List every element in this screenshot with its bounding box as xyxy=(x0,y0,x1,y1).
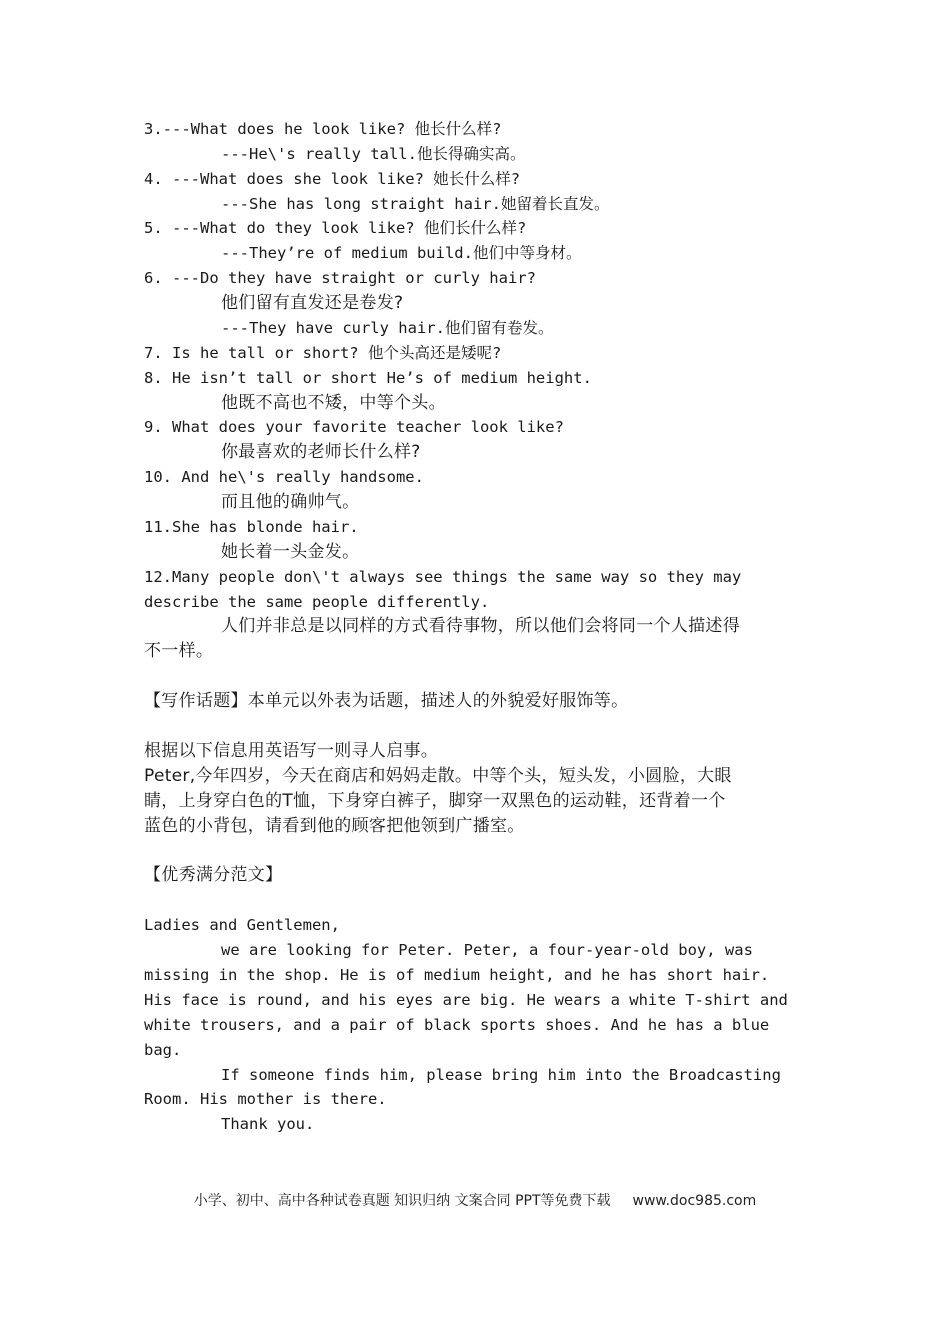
text-line: 12.Many people don\'t always see things the same way so they may xyxy=(144,568,742,586)
text-line: 7. Is he tall or short? 他个头高还是矮呢? xyxy=(144,344,502,362)
text-line: 11.She has blonde hair. xyxy=(144,518,359,536)
text-line: 10. And he\'s really handsome. xyxy=(144,468,424,486)
text-line: His face is round, and his eyes are big. He wears a white T-shirt and xyxy=(144,991,788,1009)
text-line: 而且他的确帅气。 xyxy=(221,492,360,512)
text-line: 6. ---Do they have straight or curly hair? xyxy=(144,269,536,287)
text-line: 睛，上身穿白色的T恤，下身穿白裤子，脚穿一双黑色的运动鞋，还背着一个 xyxy=(144,791,726,811)
footer-site-link[interactable]: www.doc985.com xyxy=(632,1193,757,1209)
writing-topic-heading: 【写作话题】本单元以外表为话题，描述人的外貌爱好服饰等。 xyxy=(144,691,629,711)
text-line: If someone finds him, please bring him into the Broadcasting xyxy=(221,1066,781,1084)
text-line: ---He\'s really tall.他长得确实高。 xyxy=(221,145,526,163)
footer-text: 小学、初中、高中各种试卷真题 知识归纳 文案合同 PPT等免费下载 xyxy=(193,1193,611,1209)
text-line: Thank you. xyxy=(221,1115,315,1133)
text-line: 9. What does your favorite teacher look like? xyxy=(144,418,564,436)
text-line: Peter,今年四岁，今天在商店和妈妈走散。中等个头，短头发，小圆脸，大眼 xyxy=(144,766,732,786)
text-line: 4. ---What does she look like? 她长什么样? xyxy=(144,170,521,188)
text-line: ---She has long straight hair.她留着长直发。 xyxy=(221,195,610,213)
text-line: 人们并非总是以同样的方式看待事物，所以他们会将同一个人描述得 xyxy=(221,616,740,636)
text-line: 她长着一头金发。 xyxy=(221,542,360,562)
text-line: bag. xyxy=(144,1041,182,1059)
text-line: Room. His mother is there. xyxy=(144,1090,387,1108)
page-footer xyxy=(0,1190,950,1210)
text-line: describe the same people differently. xyxy=(144,593,490,611)
text-line: ---They’re of medium build.他们中等身材。 xyxy=(221,244,582,262)
text-line: white trousers, and a pair of black sports shoes. And he has a blue xyxy=(144,1016,770,1034)
text-line: we are looking for Peter. Peter, a four-year-old boy, was xyxy=(221,941,753,959)
text-line: 8. He isn’t tall or short He’s of medium height. xyxy=(144,369,592,387)
text-line: 3.---What does he look like? 他长什么样? xyxy=(144,120,502,138)
text-line: 蓝色的小背包，请看到他的顾客把他领到广播室。 xyxy=(144,816,525,836)
text-line: ---They have curly hair.他们留有卷发。 xyxy=(221,319,554,337)
text-line: 你最喜欢的老师长什么样? xyxy=(221,442,421,462)
text-line: 他们留有直发还是卷发? xyxy=(221,293,404,313)
text-line: 5. ---What do they look like? 他们长什么样? xyxy=(144,219,527,237)
text-line: 根据以下信息用英语写一则寻人启事。 xyxy=(144,741,439,761)
text-line: Ladies and Gentlemen, xyxy=(144,916,340,934)
text-line: 不一样。 xyxy=(144,641,214,661)
text-line: missing in the shop. He is of medium height, and he has short hair. xyxy=(144,966,770,984)
text-line: 他既不高也不矮，中等个头。 xyxy=(221,393,446,413)
sample-essay-heading: 【优秀满分范文】 xyxy=(144,865,283,885)
